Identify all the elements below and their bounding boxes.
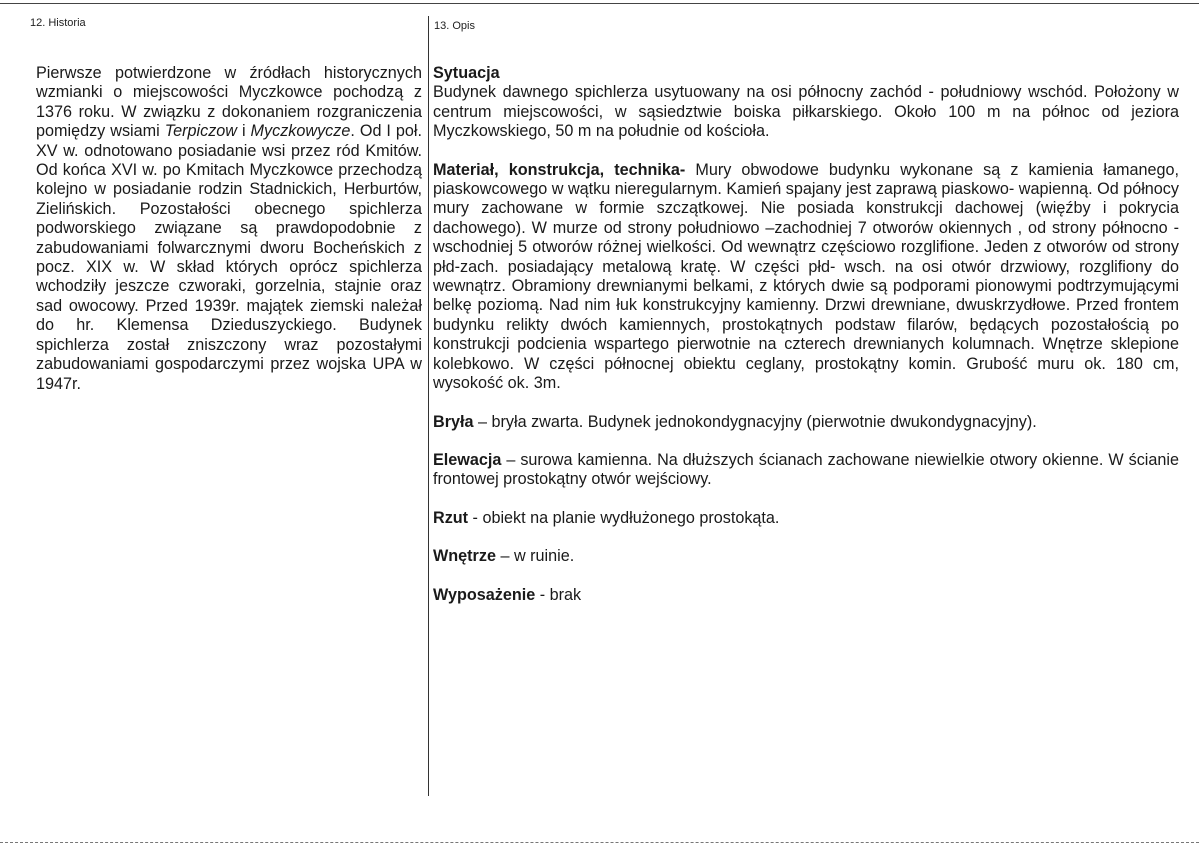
historia-section-label: 12. Historia (30, 17, 86, 29)
elewacja-heading: Elewacja (433, 450, 502, 469)
historia-text-part-3: . Od I poł. XV w. odnotowano posiadanie wsi przez ród Kmitów. Od końca XVI w. po Kmitach Myczkowce przechodzą kolejno w posiadanie rodzin Stadnickich, Herburtów, Zielińskich. Pozostałości obecnego spichlerza podworskiego związane są prawdopodobnie z zabudowaniami folwarcznymi dworu Bocheńskich z pocz. XIX w. W skład których oprócz spichlerza wchodziły jeszcze czworaki, gorzelnia, stajnie oraz sad owocowy. Przed 1939r. majątek ziemski należał do hr. Klemensa Dzieduszyckiego. Budynek spichlerza został zniszczony wraz pozostałymi zabudowaniami gospodarczymi przez wojska UPA w 1947r. (36, 122, 422, 393)
historia-village-name-2: Myczkowycze (250, 122, 351, 141)
rzut-paragraph (433, 509, 1179, 528)
material-paragraph (433, 161, 1179, 394)
opis-text (433, 64, 1179, 624)
bryla-heading: Bryła (433, 412, 474, 431)
wnetrze-paragraph (433, 547, 1179, 566)
historia-text-part-1: Pierwsze potwierdzone w źródłach historycznych wzmianki o miejscowości Myczkowce pochodzą z 1376 roku. W związku z dokonaniem rozgraniczenia pomiędzy wsiami (36, 64, 422, 141)
wyposazenie-heading: Wyposażenie (433, 585, 536, 604)
wyposazenie-text: - brak (535, 585, 582, 604)
opis-section-label: 13. Opis (434, 20, 475, 32)
wyposazenie-paragraph (433, 586, 1179, 605)
rzut-heading: Rzut (433, 508, 469, 527)
bryla-text: – bryła zwarta. Budynek jednokondygnacyjny (pierwotnie dwukondygnacyjny). (473, 412, 1037, 431)
wnetrze-heading: Wnętrze (433, 547, 496, 566)
historia-village-name-1: Terpiczow (164, 122, 237, 141)
elewacja-text: – surowa kamienna. Na dłuższych ścianach zachowane niewielkie otwory okienne. W ścianie frontowej prostokątny otwór wejściowy. (433, 450, 1179, 489)
sytuacja-heading: Sytuacja (433, 64, 500, 82)
rzut-text: - obiekt na planie wydłużonego prostokąta. (468, 508, 780, 527)
sytuacja-text: Budynek dawnego spichlerza usytuowany na osi północny zachód - południowy wschód. Położony w centrum miejscowości, w sąsiedztwie boiska piłkarskiego. Około 100 m na północ od jeziora Myczkowskiego, 50 m na południe od kościoła. (433, 83, 1179, 141)
historia-text (36, 64, 422, 394)
material-text: Mury obwodowe budynku wykonane są z kamienia łamanego, piaskowcowego w wątku nieregularnym. Kamień spajany jest zaprawą piaskowo- wapienną. Od północy mury zachowane w formie szczątkowej. Nie posiada konstrukcji dachowej (więźby i pokrycia dachowego). W murze od strony południowo –zachodniej 7 otworów okiennych , od strony północno - wschodniej 5 otworów różnej wielkości. Od wewnątrz częściowo rozglifione. Jeden z otworów od strony płd-zach. posiadający metalową kratę. W części płd- wsch. na osi otwór drzwiowy, rozglifiony do wewnątrz. Obramiony drewnianymi belkami, z których dwie są podporami pionowymi podtrzymującymi belkę poziomą. Nad nim łuk konstrukcyjny kamienny. Drzwi drewniane, dwuskrzydłowe. Przed frontem budynku relikty dwóch kamiennych, prostokątnych podstaw filarów, będących pozostałością po konstrukcji podcienia wspartego pierwotnie na czterech drewnianych kolumnach. Wnętrze sklepione kolebkowo. W części północnej obiektu ceglany, prostokątny komin. Grubość muru ok. 180 cm, wysokość ok. 3m. (433, 160, 1179, 393)
material-heading: Materiał, konstrukcja, technika- (433, 160, 686, 179)
top-border-line (0, 3, 1199, 4)
bryla-paragraph (433, 413, 1179, 432)
elewacja-paragraph (433, 451, 1179, 490)
bottom-border-line (0, 842, 1199, 843)
column-divider (428, 16, 429, 796)
wnetrze-text: – w ruinie. (495, 547, 575, 566)
historia-text-part-2: i (236, 122, 251, 141)
